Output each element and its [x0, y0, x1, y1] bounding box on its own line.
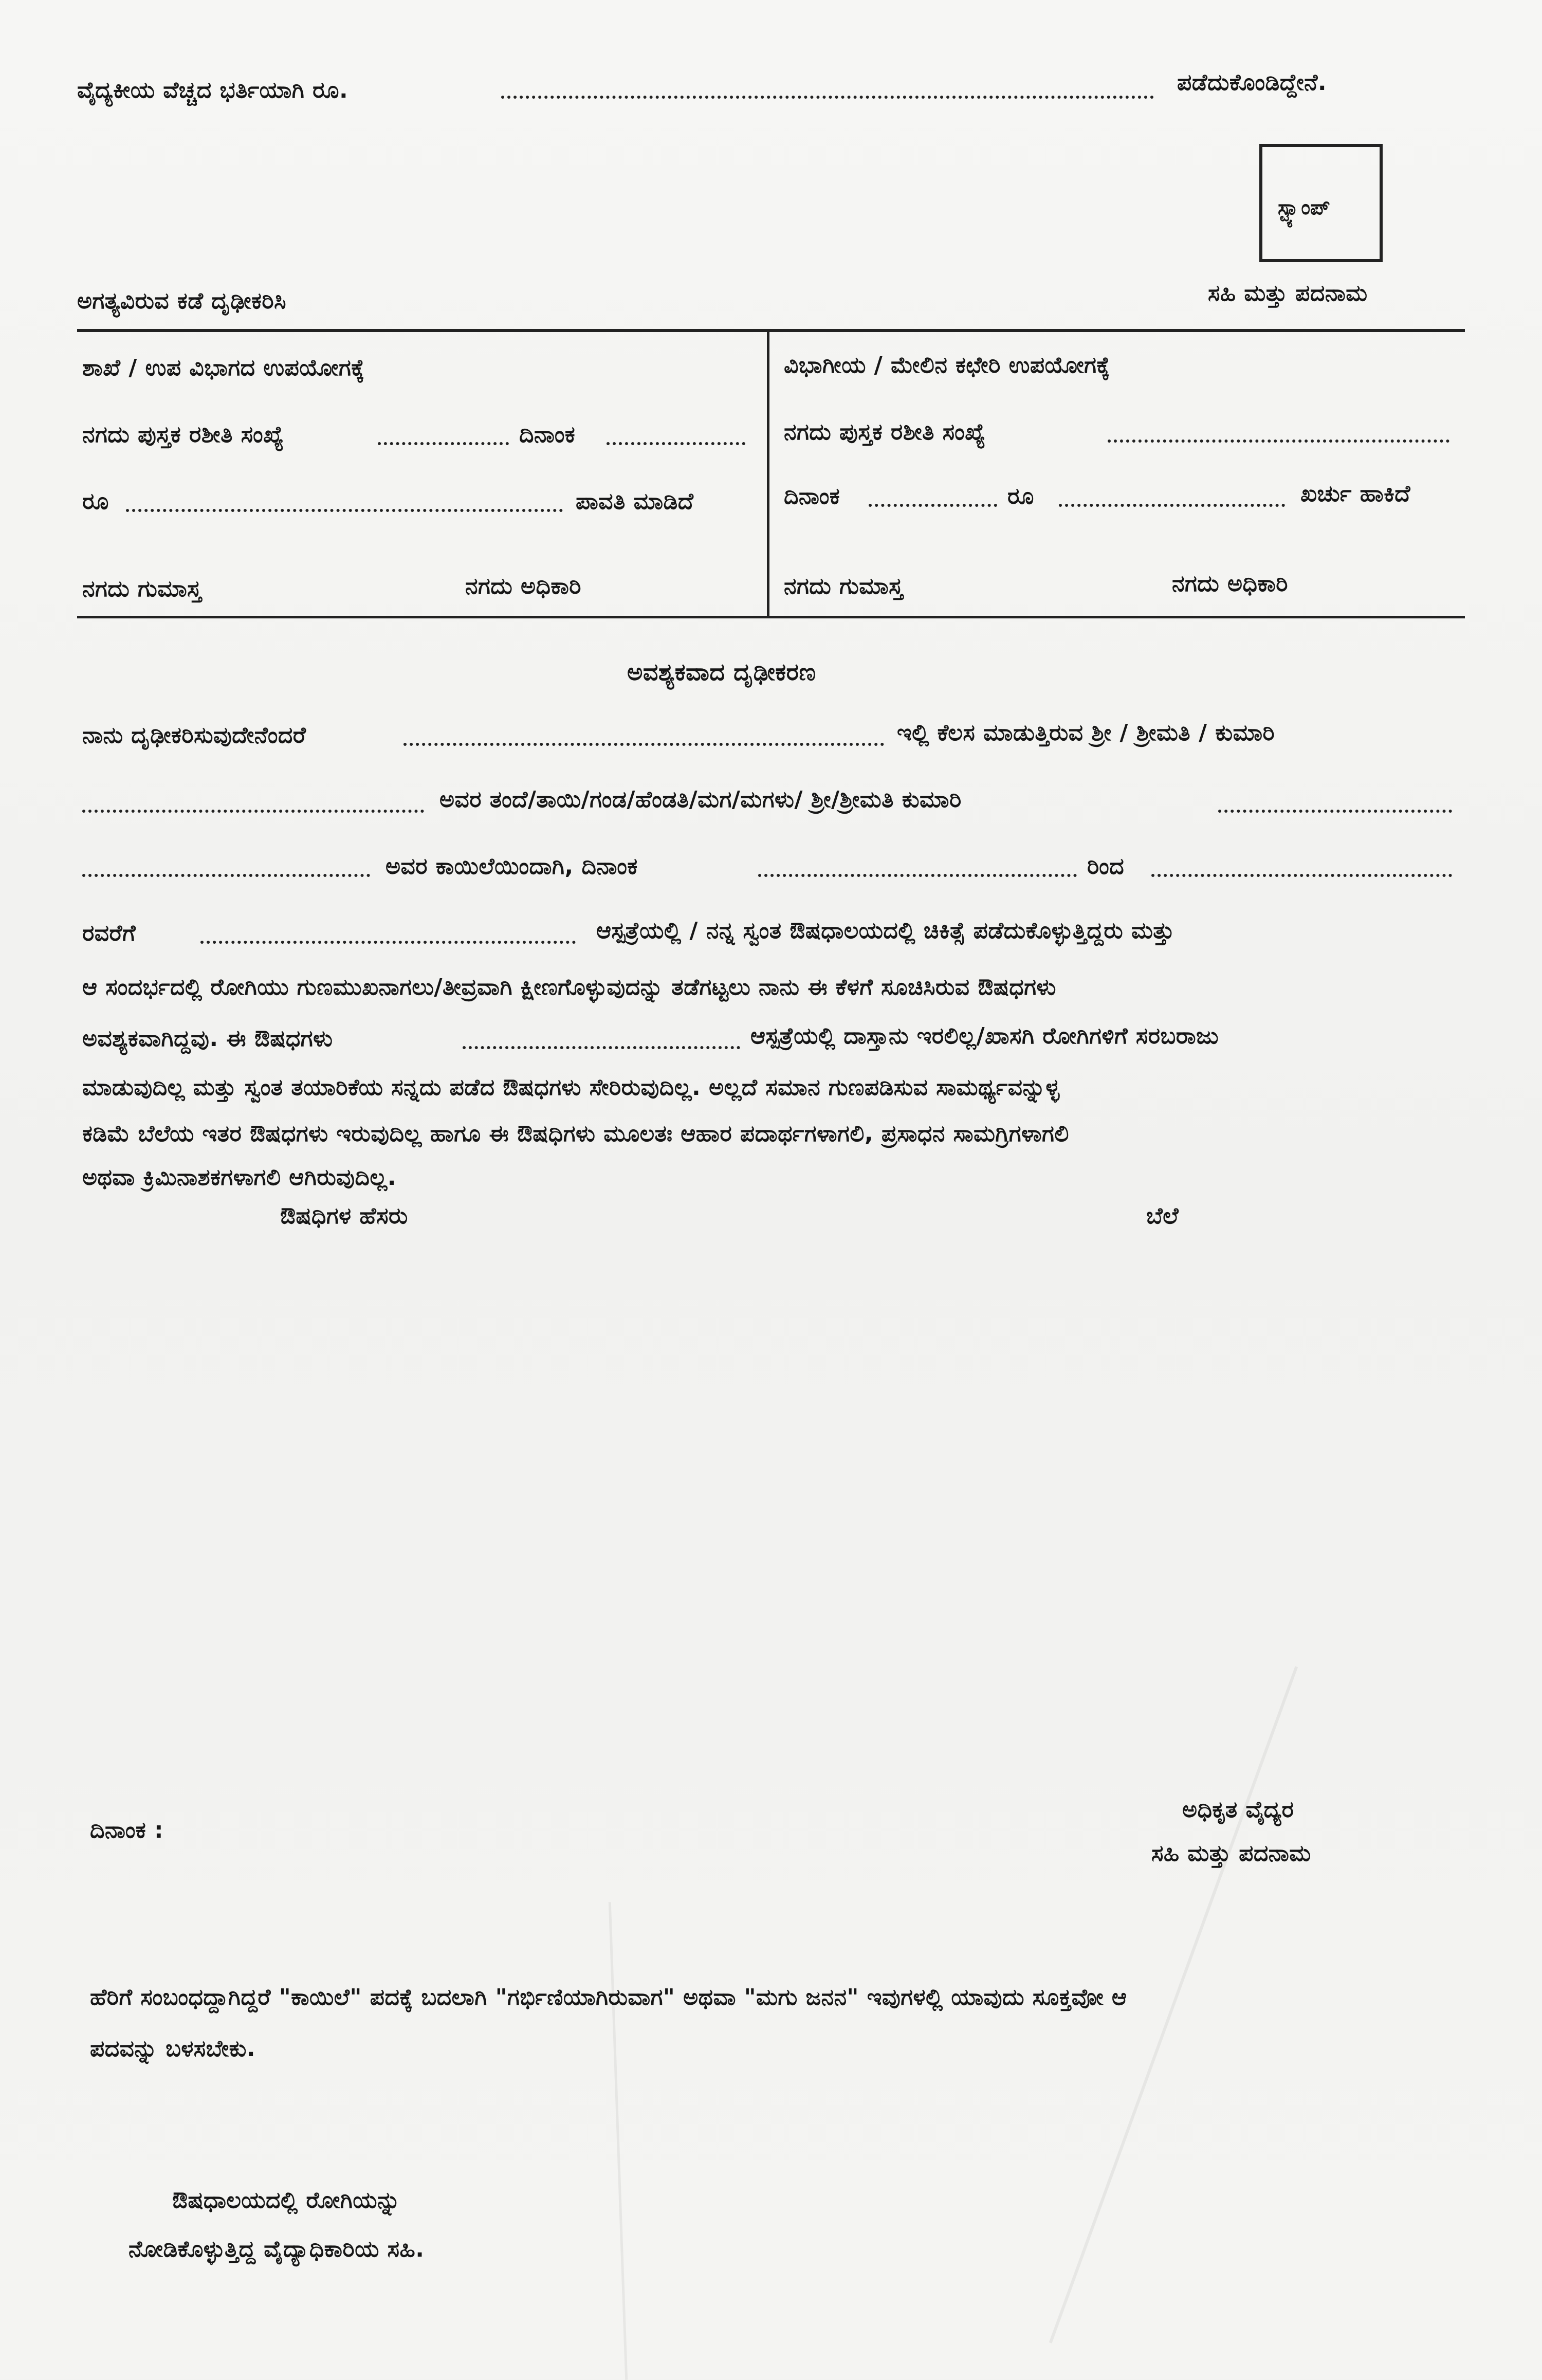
cert-line7: ಮಾಡುವುದಿಲ್ಲ ಮತ್ತು ಸ್ವಂತ ತಯಾರಿಕೆಯ ಸನ್ನದು ಪಡೆದ ಔಷಧಗಳು ಸೇರಿರುವುದಿಲ್ಲ. ಅಲ್ಲದೆ ಸಮಾನ ಗುಣಪಡಿಸುವ ಸಾಮರ್ಥ್ಯವನ್ನುಳ್ಳ: [82, 1074, 1060, 1101]
certificate-title: ಅವಶ್ಯಕವಾದ ದೃಢೀಕರಣ: [627, 658, 816, 686]
cert-line6-b: ಆಸ್ಪತ್ರೆಯಲ್ಲಿ ದಾಸ್ತಾನು ಇರಲಿಲ್ಲ/ಖಾಸಗಿ ರೋಗಿಗಳಿಗೆ ಸರಬರಾಜು: [750, 1023, 1219, 1049]
cert-line1-a: ನಾನು ದೃಢೀಕರಿಸುವುದೇನೆಂದರೆ: [82, 722, 306, 748]
left-amount-blank[interactable]: [126, 509, 563, 512]
price-header: ಬೆಲೆ: [1146, 1203, 1179, 1229]
cert-line6-a: ಅವಶ್ಯಕವಾಗಿದ್ದವು. ಈ ಔಷಧಗಳು: [82, 1026, 333, 1052]
patient-name-blank[interactable]: [1218, 810, 1452, 813]
footer-note-line1: ಹೆರಿಗೆ ಸಂಬಂಧದ್ದಾಗಿದ್ದರೆ "ಕಾಯಿಲೆ" ಪದಕ್ಕೆ ಬದಲಾಗಿ "ಗರ್ಭಿಣಿಯಾಗಿರುವಾಗ" ಅಥವಾ "ಮಗು ಜನನ" ಇವುಗಳಲ್ಲಿ ಯಾವುದು ಸೂಕ್ತವೋ ಆ: [90, 1984, 1127, 2010]
receipt-line-prefix: ವೈದ್ಯಕೀಯ ವೆಚ್ಚದ ಭರ್ತಿಯಾಗಿ ರೂ.: [77, 77, 348, 103]
cert-line1-b: ಇಲ್ಲಿ ಕೆಲಸ ಮಾಡುತ್ತಿರುವ ಶ್ರೀ / ಶ್ರೀಮತಿ / ಕುಮಾರಿ: [897, 720, 1275, 746]
left-cash-clerk: ನಗದು ಗುಮಾಸ್ತ: [82, 576, 201, 602]
left-receipt-blank[interactable]: [378, 442, 509, 445]
right-expense-label: ಖರ್ಚು ಹಾಕಿದೆ: [1300, 481, 1410, 507]
medicine-name-header: ಔಷಧಿಗಳ ಹೆಸರು: [280, 1203, 408, 1229]
cert-line3-a: ಅವರ ಕಾಯಿಲೆಯಿಂದಾಗಿ, ದಿನಾಂಕ: [386, 853, 638, 880]
top-sign-designation: ಸಹಿ ಮತ್ತು ಪದನಾಮ: [1208, 280, 1368, 306]
right-box-heading: ವಿಭಾಗೀಯ / ಮೇಲಿನ ಕಛೇರಿ ಉಪಯೋಗಕ್ಕೆ: [784, 352, 1110, 378]
certify-note: ಅಗತ್ಯವಿರುವ ಕಡೆ ದೃಢೀಕರಿಸಿ: [77, 288, 286, 314]
box-divider: [767, 329, 769, 617]
left-paid-label: ಪಾವತಿ ಮಾಡಿದೆ: [576, 488, 694, 515]
illness-blank[interactable]: [82, 874, 370, 877]
right-receipt-label: ನಗದು ಪುಸ್ತಕ ರಶೀತಿ ಸಂಖ್ಯೆ: [784, 419, 986, 445]
receipt-line-suffix: ಪಡೆದುಕೊಂಡಿದ್ದೇನೆ.: [1177, 69, 1327, 96]
relation-blank[interactable]: [82, 810, 424, 813]
medicines-blank[interactable]: [463, 1046, 740, 1049]
amount-blank[interactable]: [501, 96, 1154, 99]
footer-date-label: ದಿನಾಂಕ :: [90, 1817, 164, 1843]
cert-line3-b: ರಿಂದ: [1087, 853, 1125, 880]
box-bottom-rule: [77, 616, 1465, 618]
paper-crease: [609, 1902, 628, 2380]
medical-officer-sign-line2: ನೋಡಿಕೊಳ್ಳುತ್ತಿದ್ದ ವೈದ್ಯಾಧಿಕಾರಿಯ ಸಹಿ.: [128, 2236, 425, 2262]
left-date-blank[interactable]: [607, 442, 745, 445]
cert-line9: ಅಥವಾ ಕ್ರಿಮಿನಾಶಕಗಳಾಗಲಿ ಆಗಿರುವುದಿಲ್ಲ.: [82, 1164, 396, 1191]
footer-note-line2: ಪದವನ್ನು ಬಳಸಬೇಕು.: [90, 2036, 256, 2062]
employee-name-blank[interactable]: [403, 743, 884, 746]
right-date-label: ದಿನಾಂಕ: [784, 483, 840, 509]
to-date-blank[interactable]: [1151, 874, 1452, 877]
cert-line8: ಕಡಿಮೆ ಬೆಲೆಯ ಇತರ ಔಷಧಗಳು ಇರುವುದಿಲ್ಲ ಹಾಗೂ ಈ ಔಷಧಿಗಳು ಮೂಲತಃ ಆಹಾರ ಪದಾರ್ಥಗಳಾಗಲಿ, ಪ್ರಸಾಧನ ಸಾಮಗ್ರಿಗಳಾಗಲಿ: [82, 1121, 1069, 1147]
left-date-label: ದಿನಾಂಕ: [519, 422, 576, 448]
cert-line4-a: ರವರೆಗೆ: [82, 920, 136, 946]
right-receipt-blank[interactable]: [1108, 440, 1449, 443]
right-cash-officer: ನಗದು ಅಧಿಕಾರಿ: [1172, 571, 1288, 597]
left-box-heading: ಶಾಖೆ / ಉಪ ವಿಭಾಗದ ಉಪಯೋಗಕ್ಕೆ: [82, 355, 365, 381]
cert-line2: ಅವರ ತಂದೆ/ತಾಯಿ/ಗಂಡ/ಹೆಂಡತಿ/ಮಗ/ಮಗಳು/ ಶ್ರೀ/ಶ್ರೀಮತಿ ಕುಮಾರಿ: [439, 786, 962, 813]
footer-sign-designation: ಸಹಿ ಮತ್ತು ಪದನಾಮ: [1151, 1840, 1311, 1866]
box-top-rule: [77, 329, 1465, 332]
auth-doctor-label: ಅಧಿಕೃತ ವೈದ್ಯರ: [1182, 1797, 1294, 1823]
stamp-label: ಸ್ಟ್ಯಾಂಪ್: [1278, 196, 1330, 219]
cert-line4-b: ಆಸ್ಪತ್ರೆಯಲ್ಲಿ / ನನ್ನ ಸ್ವಂತ ಔಷಧಾಲಯದಲ್ಲಿ ಚಿಕಿತ್ಸೆ ಪಡೆದುಕೊಳ್ಳುತ್ತಿದ್ದರು ಮತ್ತು: [596, 918, 1174, 944]
stamp-box: [1259, 144, 1383, 262]
cert-line5: ಆ ಸಂದರ್ಭದಲ್ಲಿ ರೋಗಿಯು ಗುಣಮುಖನಾಗಲು/ತೀವ್ರವಾಗಿ ಕ್ಷೀಣಗೊಳ್ಳುವುದನ್ನು ತಡೆಗಟ್ಟಲು ನಾನು ಈ ಕೆಳಗೆ ಸೂಚಿಸಿರುವ ಔಷಧಗಳು: [82, 974, 1056, 1000]
left-rs-label: ರೂ: [82, 488, 109, 515]
right-date-blank[interactable]: [869, 504, 997, 507]
right-amount-blank[interactable]: [1059, 504, 1285, 507]
right-cash-clerk: ನಗದು ಗುಮಾಸ್ತ: [784, 573, 903, 599]
right-rs-label: ರೂ: [1007, 483, 1034, 509]
medical-officer-sign-line1: ಔಷಧಾಲಯದಲ್ಲಿ ರೋಗಿಯನ್ನು: [172, 2187, 400, 2213]
left-cash-officer: ನಗದು ಅಧಿಕಾರಿ: [465, 573, 581, 599]
from-date-blank[interactable]: [758, 874, 1077, 877]
left-receipt-label: ನಗದು ಪುಸ್ತಕ ರಶೀತಿ ಸಂಖ್ಯೆ: [82, 422, 284, 448]
hospital-blank[interactable]: [200, 941, 576, 944]
